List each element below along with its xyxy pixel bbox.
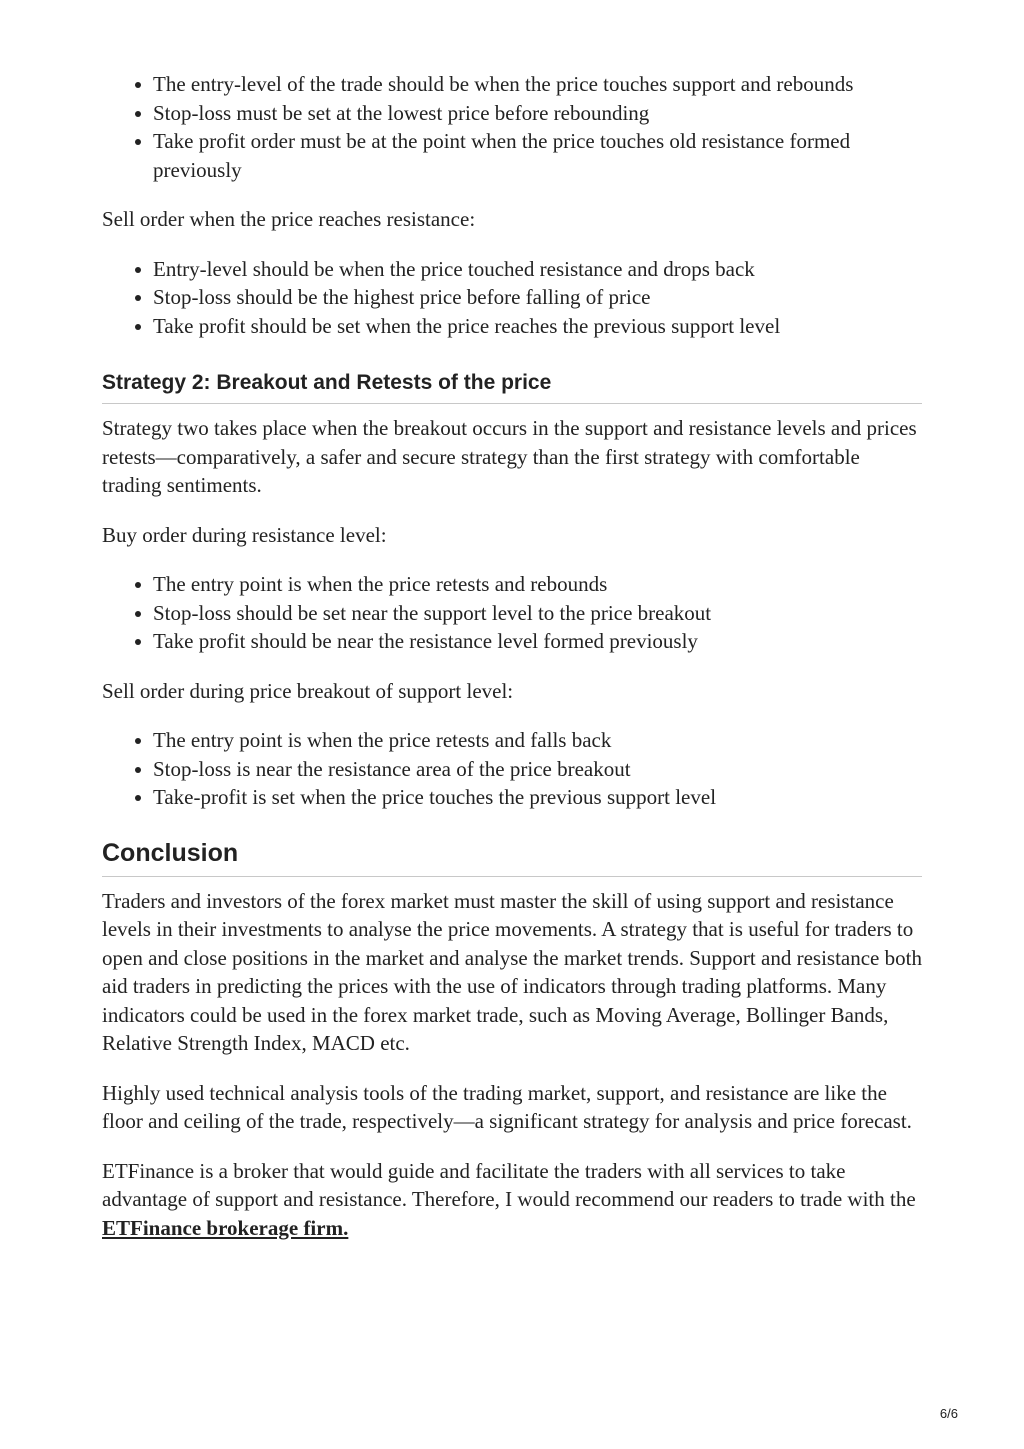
- conclusion-heading: Conclusion: [102, 836, 922, 877]
- list-item: Take profit order must be at the point when the price touches old resistance formed previously: [153, 127, 922, 184]
- list-item: Stop-loss must be set at the lowest price before rebounding: [153, 99, 922, 128]
- document-page: [102, 70, 922, 1242]
- list-item: The entry-level of the trade should be when the price touches support and rebounds: [153, 70, 922, 99]
- page-number: 6/6: [939, 1406, 958, 1421]
- conclusion-paragraph-3-text: ETFinance is a broker that would guide and facilitate the traders with all services to take advantage of support and resistance. Therefore, I would recommend our readers to trade with the: [102, 1158, 916, 1211]
- sell-order-intro: Sell order during price breakout of support level:: [102, 678, 514, 703]
- list-item: The entry point is when the price retests and falls back: [153, 726, 922, 755]
- list-item: Take profit should be set when the price reaches the previous support level: [153, 312, 922, 341]
- list-item: Stop-loss is near the resistance area of the price breakout: [153, 755, 922, 784]
- sell-resistance-list: [102, 255, 922, 341]
- etfinance-brokerage-link[interactable]: ETFinance brokerage firm.: [102, 1215, 349, 1240]
- buy-order-list: [102, 570, 922, 656]
- sell-order-list: [102, 726, 922, 812]
- list-item: Stop-loss should be the highest price before falling of price: [153, 283, 922, 312]
- entry-rules-list: [102, 70, 922, 184]
- list-item: Take-profit is set when the price touches the previous support level: [153, 783, 922, 812]
- conclusion-paragraph-1: Traders and investors of the forex market must master the skill of using support and resistance levels in their investments to analyse the price movements. A strategy that is useful for traders to open and close positions in the market and analyse the market trends. Support and resistance both aid traders in predicting the prices with the use of indicators through trading platforms. Many indicators could be used in the forex market trade, such as Moving Average, Bollinger Bands, Relative Strength Index, MACD etc.: [102, 888, 922, 1055]
- list-item: The entry point is when the price retests and rebounds: [153, 570, 922, 599]
- conclusion-paragraph-2: Highly used technical analysis tools of the trading market, support, and resistance are like the floor and ceiling of the trade, respectively—a significant strategy for analysis and price forecast.: [102, 1080, 912, 1133]
- buy-order-intro: Buy order during resistance level:: [102, 522, 387, 547]
- list-item: Entry-level should be when the price touched resistance and drops back: [153, 255, 922, 284]
- strategy2-heading: Strategy 2: Breakout and Retests of the price: [102, 368, 922, 404]
- list-item: Stop-loss should be set near the support level to the price breakout: [153, 599, 922, 628]
- list-item: Take profit should be near the resistance level formed previously: [153, 627, 922, 656]
- conclusion-paragraph-3: [102, 1157, 922, 1243]
- sell-resistance-intro: Sell order when the price reaches resistance:: [102, 207, 476, 231]
- strategy2-paragraph: Strategy two takes place when the breakout occurs in the support and resistance levels and prices retests—comparatively, a safer and secure strategy than the first strategy with comfortable trading sentiments.: [102, 416, 917, 497]
